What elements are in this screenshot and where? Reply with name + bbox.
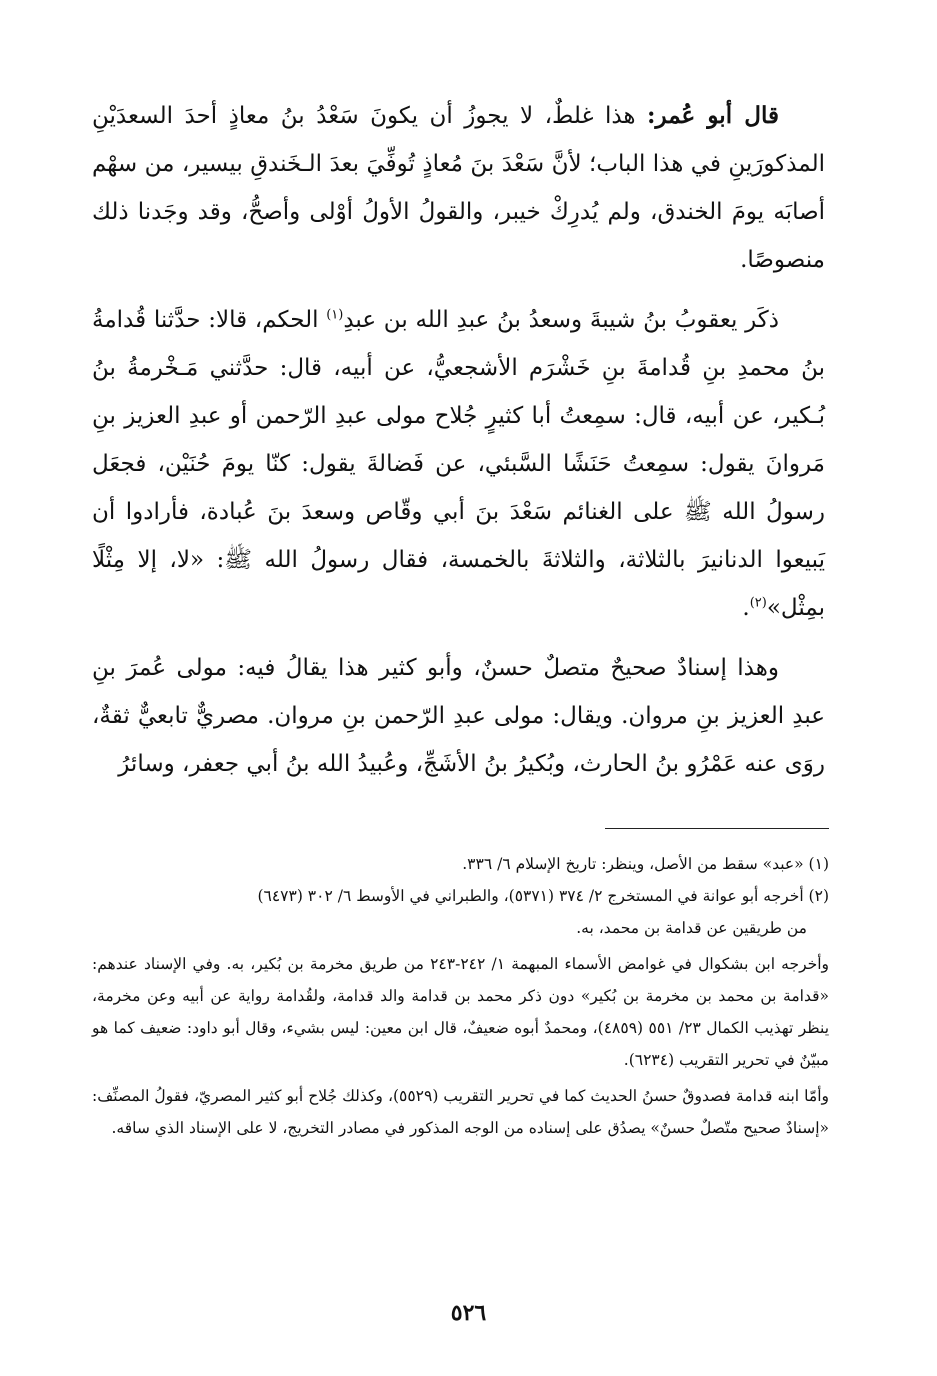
footnote-2-line-2: من طريقين عن قدامة بن محمد، به. — [576, 919, 807, 937]
main-text — [92, 92, 825, 788]
footnote-2-paragraph-2: وأخرجه ابن بشكوال في غوامض الأسماء المبهمة ١/ ٢٤٢-٢٤٣ من طريق مخرمة بن بُكير، به. وفي الإسناد عندهم: «قدامة بن محمد بن مخرمة بن بُكير» دون ذكر محمد بن قدامة والد قدامة، ولقُدامة رواية عن أبيه وعن مخرمة، ينظر تهذيب الكمال ٢٣/ ٥٥١ (٤٨٥٩)، ومحمدٌ أبوه ضعيفٌ، قال ابن معين: ليس بشيء، وقال أبو داود: ضعيف كما هو مبيّنٌ في تحرير التقريب (٦٢٣٤). — [92, 955, 830, 1069]
paragraph-2-text-b: الحكم، قالا: حدَّثنا قُدامةُ بنُ محمدِ بنِ قُدامةَ بنِ خَشْرَم الأشجعيُّ، عن أبيه، قال: حدَّثني مَـخْرمةُ بنُ بُـكير، عن أبيه، قال: سمِعتُ أبا كثيرٍ جُلاح مولى عبدِ الرّحمن أو عبدِ العزيز بنِ مَروانَ يقول: سمِعتُ حَنَشًا السَّبئي، عن فَضالةَ يقول: كنّا يومَ حُنَيْن، فجعَل رسولُ الله ﷺ على الغنائم سَعْدَ بنَ أبي وقّاص وسعدَ بنَ عُبادة، فأرادوا أن يَبيعوا الدنانيرَ بالثلاثة، والثلاثةَ بالخمسة، فقال رسولُ الله ﷺ: «لا، إلا مِثْلًا بمِثْل» — [92, 307, 825, 621]
paragraph-2 — [92, 296, 825, 632]
footnotes — [92, 848, 829, 1144]
page-number: ٥٢٦ — [450, 1300, 487, 1326]
paragraph-1-lead: قال أبو عُمر: — [647, 102, 779, 129]
paragraph-3-text: وهذا إسنادٌ صحيحٌ متصلٌ حسنٌ، وأبو كثير هذا يقالُ فيه: مولى عُمرَ بنِ عبدِ العزيز بنِ مروان. ويقال: مولى عبدِ الرّحمن بنِ مروان. مصريٌّ تابعيٌّ ثقةٌ، روَى عنه عَمْرُو بنُ الحارث، وبُكيرُ بنُ الأشَجِّ، وعُبيدُ الله بنُ أبي جعفر، وسائرُ — [92, 655, 825, 777]
paragraph-1 — [92, 92, 825, 284]
footnote-divider — [605, 828, 829, 829]
footnote-ref-1[interactable]: (١) — [326, 307, 344, 323]
paragraph-1-text: هذا غلطٌ، لا يجوزُ أن يكونَ سَعْدُ بنُ معاذٍ أحدَ السعدَيْنِ المذكورَينِ في هذا الباب؛ لأنَّ سَعْدَ بنَ مُعاذٍ تُوفِّيَ بعدَ الـخَندقِ بيسير، من سهْم أصابَه يومَ الخندق، ولم يُدرِكْ خيبر، والقولُ الأولُ أوْلى وأصحُّ، وقد وجَدنا ذلك منصوصًا. — [92, 103, 825, 273]
footnote-2-paragraph-3: وأمّا ابنه قدامة فصدوقٌ حسنُ الحديث كما في تحرير التقريب (٥٥٢٩)، وكذلك جُلاح أبو كثير المصريّ، فقولُ المصنِّف: «إسنادٌ صحيح متّصلٌ حسنٌ» يصدُق على إسناده من الوجه المذكور في مصادر التخريج، لا على الإسناد الذي ساقه. — [92, 1087, 829, 1137]
footnote-2-line-1: (٢) أخرجه أبو عوانة في المستخرج ٢/ ٣٧٤ (٥٣٧١)، والطبراني في الأوسط ٦/ ٣٠٢ (٦٤٧٣) — [257, 887, 829, 905]
footnote-1: (١) «عبد» سقط من الأصل، وينظر: تاريخ الإسلام ٦/ ٣٣٦. — [462, 855, 829, 873]
paragraph-2-text-a: ذكَر يعقوبُ بنُ شيبةَ وسعدُ بنُ عبدِ الله بن عبدِ — [343, 307, 779, 333]
paragraph-2-end: . — [742, 595, 750, 621]
paragraph-3 — [92, 644, 825, 788]
footnote-ref-2[interactable]: (٢) — [749, 595, 767, 611]
